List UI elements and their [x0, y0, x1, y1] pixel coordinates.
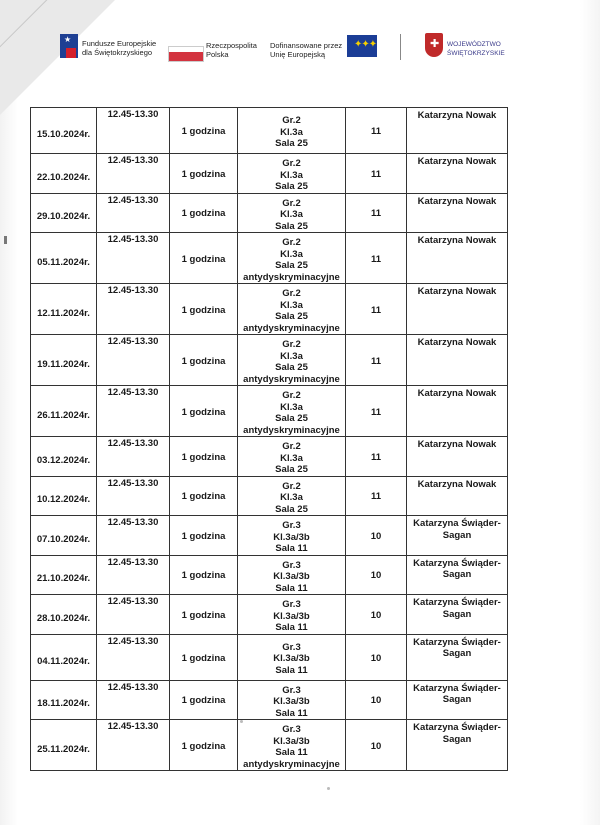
teacher-cell [407, 437, 508, 477]
group-cell [238, 516, 346, 556]
hours-cell [170, 476, 238, 516]
count-cell [346, 154, 407, 194]
group-line: antydyskryminacyjne [243, 758, 340, 770]
teacher-line: Katarzyna Nowak [417, 388, 497, 399]
schedule-row [31, 386, 508, 437]
participant-count: 11 [370, 491, 382, 503]
lesson-hours: 1 godzina [181, 609, 226, 621]
hours-cell [170, 386, 238, 437]
group-line: Gr.2 [282, 158, 301, 169]
group-line: Gr.2 [282, 115, 301, 127]
fe-line-1: Fundusze Europejskie [82, 39, 157, 48]
count-cell [346, 284, 407, 335]
lesson-hours: 1 godzina [181, 491, 226, 503]
lesson-hours: 1 godzina [181, 126, 226, 137]
funding-logo-bar [60, 30, 520, 70]
lesson-time: 12.45-13.30 [107, 635, 159, 647]
participant-count: 11 [370, 304, 382, 316]
lesson-date: 25.11.2024r. [37, 743, 90, 755]
lesson-date: 19.11.2024r. [37, 358, 90, 370]
wojewodztwo-logo [425, 30, 525, 66]
lesson-time: 12.45-13.30 [107, 234, 159, 245]
group-cell [238, 386, 346, 437]
teacher-cell [407, 595, 508, 635]
lesson-time: 12.45-13.30 [107, 438, 159, 449]
hours-cell [170, 516, 238, 556]
group-line: Gr.2 [282, 390, 301, 401]
group-cell [238, 284, 346, 335]
hours-cell [170, 595, 238, 635]
schedule-row [31, 108, 508, 154]
lesson-date: 04.11.2024r. [37, 655, 90, 667]
participant-count: 11 [370, 208, 382, 220]
lesson-date: 15.10.2024r. [36, 129, 91, 140]
group-line: Kl.3a/3b [273, 610, 310, 622]
lesson-date: 12.11.2024r. [37, 307, 90, 319]
count-cell [346, 720, 407, 771]
group-line: Kl.3a [280, 350, 303, 362]
logo-divider [400, 34, 401, 60]
time-cell [97, 233, 170, 284]
group-cell [238, 154, 346, 194]
schedule-row [31, 233, 508, 284]
lesson-date: 22.10.2024r. [36, 171, 91, 183]
lesson-date: 07.10.2024r. [36, 533, 91, 545]
time-cell [97, 720, 170, 771]
eu-stars-icon: ✦✦✦ [354, 39, 377, 50]
count-cell [346, 233, 407, 284]
teacher-cell [407, 720, 508, 771]
cross-icon: ✚ [430, 38, 440, 50]
teacher-cell [407, 284, 508, 335]
teacher-cell [407, 108, 508, 154]
time-cell [97, 595, 170, 635]
coat-of-arms-icon [425, 33, 443, 57]
scan-speck [240, 720, 243, 723]
group-line: Kl.3a/3b [273, 696, 310, 707]
teacher-line: Katarzyna Świąder- [413, 597, 501, 608]
hours-cell [170, 233, 238, 284]
lesson-hours: 1 godzina [181, 652, 226, 664]
group-line: Sala 25 [275, 362, 308, 373]
schedule-row [31, 437, 508, 477]
teacher-line: Katarzyna Nowak [417, 439, 497, 450]
lesson-schedule-table [30, 107, 508, 771]
count-cell [346, 555, 407, 595]
hours-cell [170, 284, 238, 335]
schedule-row [31, 634, 508, 680]
group-line: Gr.3 [282, 684, 301, 696]
date-cell [31, 595, 97, 635]
teacher-line: Katarzyna Świąder- [413, 722, 501, 733]
count-cell [346, 595, 407, 635]
schedule-row [31, 555, 508, 595]
group-line: Gr.3 [282, 599, 301, 610]
group-line: Gr.2 [282, 441, 301, 452]
group-line: Sala 11 [275, 582, 308, 594]
group-cell [238, 680, 346, 720]
teacher-line: Katarzyna Świąder- [413, 682, 501, 694]
time-cell [97, 476, 170, 516]
date-cell [31, 680, 97, 720]
teacher-cell [407, 555, 508, 595]
group-cell [238, 634, 346, 680]
teacher-line: Katarzyna Nowak [417, 478, 497, 490]
teacher-cell [407, 233, 508, 284]
lesson-time: 12.45-13.30 [107, 155, 159, 166]
ue-line-1: Dofinansowane przez [270, 41, 343, 50]
lesson-time: 12.45-13.30 [107, 477, 159, 489]
teacher-cell [407, 335, 508, 386]
participant-count: 11 [370, 168, 382, 180]
lesson-hours: 1 godzina [181, 740, 226, 752]
group-line: Gr.2 [282, 339, 301, 350]
lesson-date: 03.12.2024r. [36, 454, 91, 466]
group-cell [238, 555, 346, 595]
teacher-line: Katarzyna Nowak [417, 286, 497, 297]
group-line: Kl.3a [280, 401, 303, 413]
date-cell [31, 108, 97, 154]
group-line: Kl.3a [280, 169, 303, 181]
teacher-line: Katarzyna Nowak [417, 156, 497, 167]
schedule-row [31, 680, 508, 720]
lesson-date: 26.11.2024r. [37, 409, 90, 421]
participant-count: 10 [370, 530, 382, 542]
count-cell [346, 634, 407, 680]
group-line: Sala 25 [275, 260, 308, 271]
hours-cell [170, 720, 238, 771]
teacher-line: Sagan [442, 694, 472, 705]
lesson-time: 12.45-13.30 [107, 387, 159, 398]
lesson-hours: 1 godzina [181, 695, 226, 707]
lesson-date: 28.10.2024r. [36, 612, 91, 624]
lesson-time: 12.45-13.30 [107, 109, 159, 120]
count-cell [346, 680, 407, 720]
date-cell [31, 437, 97, 477]
ws-line-2: ŚWIĘTOKRZYSKIE [447, 50, 505, 57]
date-cell [31, 193, 97, 233]
participant-count: 10 [370, 570, 382, 582]
hours-cell [170, 335, 238, 386]
participant-count: 10 [370, 609, 382, 621]
time-cell [97, 516, 170, 556]
count-cell [346, 386, 407, 437]
teacher-line: Katarzyna Nowak [417, 235, 497, 246]
teacher-line: Sagan [442, 733, 472, 745]
group-line: Sala 11 [275, 707, 308, 719]
time-cell [97, 154, 170, 194]
group-cell [238, 595, 346, 635]
group-line: antydyskryminacyjne [243, 424, 340, 436]
teacher-line: Katarzyna Nowak [417, 195, 497, 207]
group-cell [238, 437, 346, 477]
lesson-hours: 1 godzina [181, 304, 226, 316]
teacher-cell [407, 386, 508, 437]
group-cell [238, 193, 346, 233]
group-line: Gr.2 [282, 237, 301, 248]
lesson-time: 12.45-13.30 [107, 681, 159, 693]
teacher-line: Katarzyna Świąder- [413, 636, 501, 648]
lesson-hours: 1 godzina [181, 451, 226, 463]
group-cell [238, 108, 346, 154]
count-cell [346, 476, 407, 516]
time-cell [97, 284, 170, 335]
group-cell [238, 233, 346, 284]
scan-speck [327, 787, 330, 790]
lesson-date: 21.10.2024r. [36, 573, 91, 585]
group-line: Gr.3 [282, 520, 301, 531]
lesson-hours: 1 godzina [181, 530, 226, 542]
date-cell [31, 335, 97, 386]
lesson-time: 12.45-13.30 [107, 194, 159, 206]
group-line: Gr.3 [282, 559, 301, 571]
group-line: Kl.3a [280, 126, 303, 138]
lesson-time: 12.45-13.30 [107, 336, 159, 347]
time-cell [97, 108, 170, 154]
lesson-date: 18.11.2024r. [37, 698, 90, 710]
hours-cell [170, 193, 238, 233]
teacher-line: Katarzyna Świąder- [413, 557, 501, 569]
group-line: Kl.3a/3b [273, 571, 310, 582]
fe-line-2: dla Świętokrzyskiego [82, 48, 153, 57]
scan-mark [4, 236, 7, 244]
group-line: Sala 25 [275, 138, 308, 150]
lesson-hours: 1 godzina [181, 406, 226, 418]
group-line: Gr.3 [282, 641, 301, 653]
teacher-line: Sagan [442, 608, 472, 620]
date-cell [31, 233, 97, 284]
lesson-date: 10.12.2024r. [36, 494, 91, 506]
date-cell [31, 284, 97, 335]
teacher-line: Sagan [442, 648, 472, 659]
lesson-time: 12.45-13.30 [107, 596, 159, 607]
fe-emblem-icon [60, 34, 78, 58]
participant-count: 11 [370, 355, 382, 367]
group-line: Sala 25 [275, 503, 308, 515]
group-line: Gr.2 [282, 288, 301, 299]
group-line: Sala 25 [275, 220, 308, 232]
lesson-hours: 1 godzina [181, 570, 226, 582]
teacher-cell [407, 476, 508, 516]
polish-flag-icon [168, 46, 204, 62]
group-line: Gr.2 [282, 480, 301, 492]
count-cell [346, 108, 407, 154]
group-line: antydyskryminacyjne [243, 271, 340, 283]
lesson-time: 12.45-13.30 [107, 285, 159, 296]
ue-logo-text [270, 41, 342, 59]
teacher-cell [407, 680, 508, 720]
group-line: Sala 25 [275, 181, 308, 192]
group-line: Kl.3a [280, 452, 303, 464]
schedule-row [31, 335, 508, 386]
time-cell [97, 555, 170, 595]
lesson-hours: 1 godzina [181, 208, 226, 220]
group-line: Sala 25 [275, 413, 308, 424]
hours-cell [170, 634, 238, 680]
participant-count: 10 [370, 652, 382, 664]
date-cell [31, 634, 97, 680]
lesson-time: 12.45-13.30 [107, 517, 159, 528]
hours-cell [170, 437, 238, 477]
group-line: Gr.3 [282, 724, 301, 735]
hours-cell [170, 680, 238, 720]
eu-cofunded-logo [270, 30, 390, 66]
time-cell [97, 386, 170, 437]
ue-line-2: Unię Europejską [270, 50, 326, 59]
time-cell [97, 634, 170, 680]
ws-logo-text [447, 40, 505, 58]
date-cell [31, 154, 97, 194]
rp-logo-text [206, 41, 257, 59]
participant-count: 10 [370, 740, 382, 752]
fe-red-square-icon [66, 48, 76, 58]
date-cell [31, 720, 97, 771]
group-line: Sala 11 [275, 664, 308, 676]
eu-flag-icon [347, 35, 377, 57]
teacher-line: Katarzyna Świąder- [413, 518, 501, 529]
group-line: antydyskryminacyjne [243, 322, 340, 334]
time-cell [97, 193, 170, 233]
time-cell [97, 680, 170, 720]
teacher-cell [407, 193, 508, 233]
time-cell [97, 437, 170, 477]
group-line: Gr.2 [282, 197, 301, 209]
fundusze-europejskie-logo [60, 30, 160, 66]
hours-cell [170, 108, 238, 154]
group-line: Sala 25 [275, 464, 308, 475]
date-cell [31, 386, 97, 437]
group-line: Kl.3a/3b [273, 653, 310, 665]
ws-line-1: WOJEWÓDZTWO [447, 41, 501, 48]
group-line: Kl.3a/3b [273, 735, 310, 747]
lesson-hours: 1 godzina [181, 253, 226, 265]
group-line: Kl.3a [280, 492, 303, 503]
count-cell [346, 193, 407, 233]
group-line: Sala 11 [275, 543, 308, 554]
teacher-cell [407, 516, 508, 556]
schedule-row [31, 284, 508, 335]
schedule-row [31, 476, 508, 516]
participant-count: 10 [370, 695, 382, 707]
participant-count: 11 [370, 406, 382, 418]
date-cell [31, 476, 97, 516]
star-icon: ★ [64, 35, 72, 44]
teacher-line: Sagan [442, 529, 472, 541]
time-cell [97, 335, 170, 386]
group-line: Sala 11 [275, 747, 308, 758]
group-line: antydyskryminacyjne [243, 373, 340, 385]
lesson-hours: 1 godzina [181, 355, 226, 367]
schedule-row [31, 595, 508, 635]
participant-count: 11 [370, 451, 382, 463]
lesson-time: 12.45-13.30 [107, 721, 159, 732]
hours-cell [170, 154, 238, 194]
lesson-hours: 1 godzina [181, 168, 226, 180]
group-line: Kl.3a/3b [273, 531, 310, 543]
group-cell [238, 720, 346, 771]
count-cell [346, 335, 407, 386]
teacher-cell [407, 154, 508, 194]
schedule-row [31, 154, 508, 194]
group-line: Kl.3a [280, 299, 303, 311]
group-line: Kl.3a [280, 209, 303, 220]
rzeczpospolita-logo [168, 30, 268, 66]
schedule-row [31, 720, 508, 771]
date-cell [31, 516, 97, 556]
group-line: Kl.3a [280, 248, 303, 260]
schedule-row [31, 193, 508, 233]
schedule-body [31, 108, 508, 771]
date-cell [31, 555, 97, 595]
teacher-line: Sagan [442, 569, 472, 580]
lesson-date: 29.10.2024r. [36, 211, 91, 223]
group-cell [238, 335, 346, 386]
group-line: Sala 11 [275, 622, 308, 633]
lesson-date: 05.11.2024r. [37, 256, 90, 268]
fe-logo-text [82, 39, 156, 57]
count-cell [346, 516, 407, 556]
teacher-line: Katarzyna Nowak [417, 110, 497, 121]
rp-line-2: Polska [206, 50, 229, 59]
hours-cell [170, 555, 238, 595]
lesson-time: 12.45-13.30 [107, 556, 159, 568]
teacher-cell [407, 634, 508, 680]
participant-count: 11 [370, 253, 382, 265]
group-line: Sala 25 [275, 311, 308, 322]
participant-count: 11 [370, 126, 382, 137]
count-cell [346, 437, 407, 477]
schedule-row [31, 516, 508, 556]
rp-line-1: Rzeczpospolita [206, 41, 257, 50]
teacher-line: Katarzyna Nowak [417, 337, 497, 348]
group-cell [238, 476, 346, 516]
